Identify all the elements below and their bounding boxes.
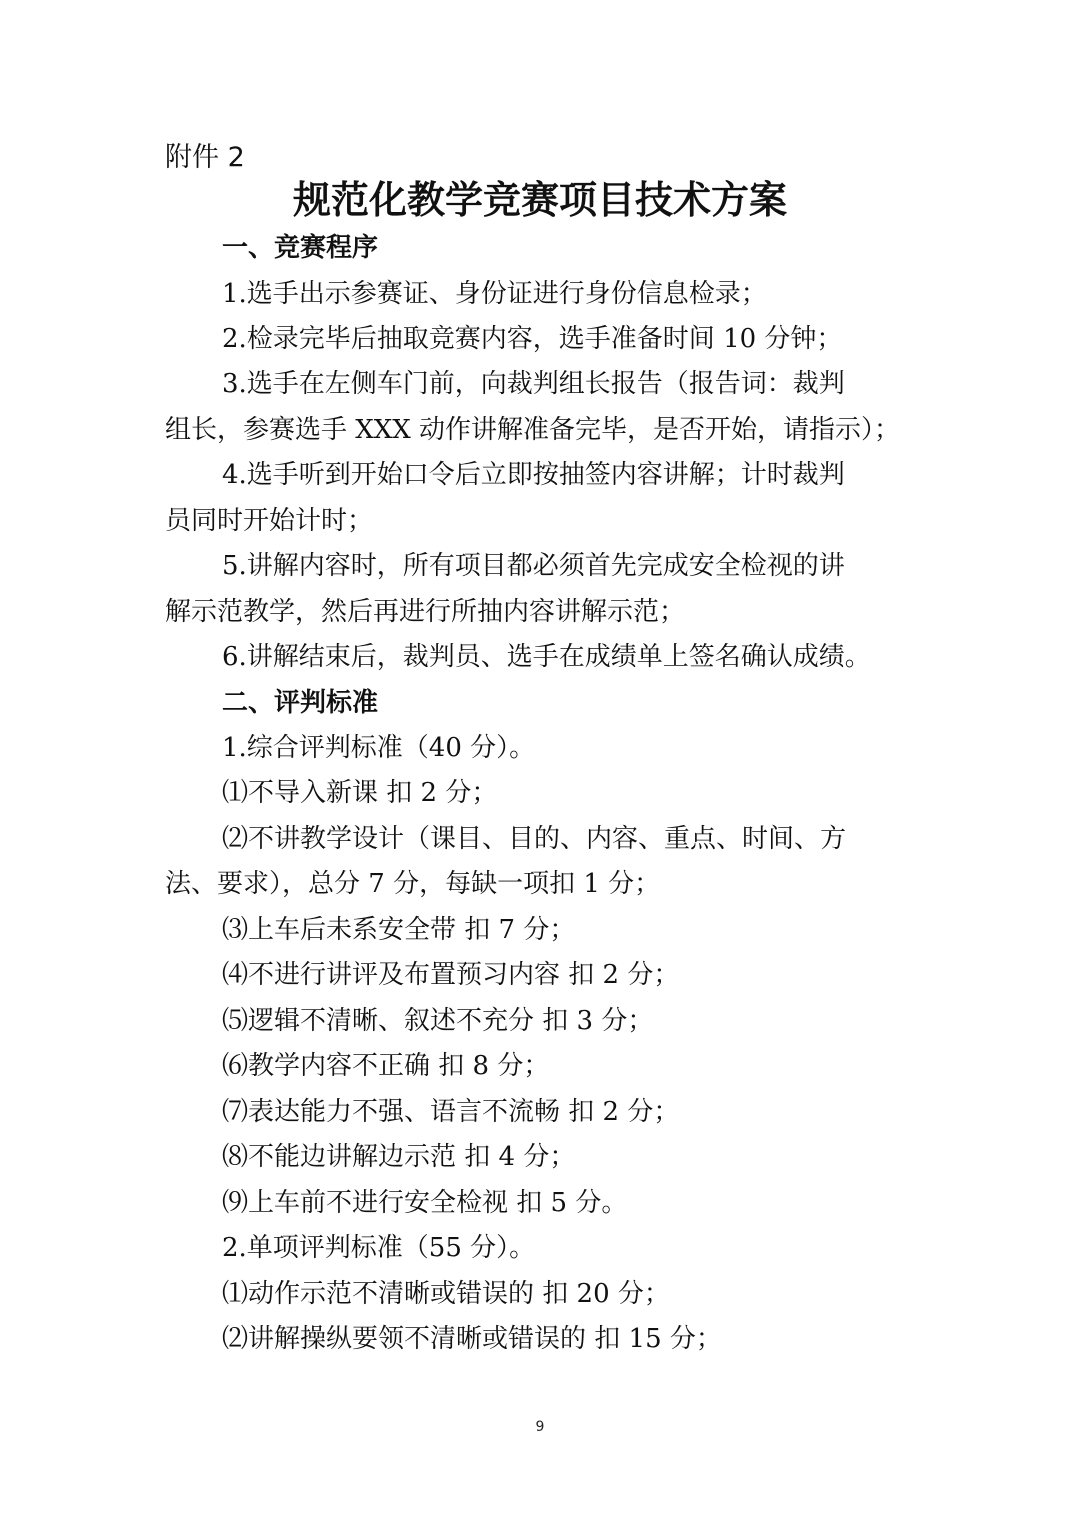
list-item: ⑴不导入新课 扣 2 分； — [222, 778, 498, 808]
paragraph-line: 2.单项评判标准（55 分）。 — [222, 1233, 536, 1263]
annex-label: 附件 2 — [165, 142, 245, 173]
page-number: 9 — [535, 1419, 545, 1435]
paragraph-line: 1.选手出示参赛证、身份证进行身份信息检录； — [222, 279, 767, 309]
paragraph-line: 6.讲解结束后，裁判员、选手在成绩单上签名确认成绩。 — [222, 642, 871, 672]
list-item: ⑴动作示范不清晰或错误的 扣 20 分； — [222, 1279, 670, 1309]
paragraph-line: 1.综合评判标准（40 分）。 — [222, 733, 536, 763]
document-title: 规范化教学竞赛项目技术方案 — [292, 177, 787, 222]
list-item: ⑸逻辑不清晰、叙述不充分 扣 3 分； — [222, 1006, 654, 1036]
section-heading-criteria: 二、评判标准 — [222, 688, 379, 718]
list-item: ⑵不讲教学设计（课目、目的、内容、重点、时间、方 — [222, 824, 847, 854]
list-item: ⑷不进行讲评及布置预习内容 扣 2 分； — [222, 960, 680, 990]
list-item: ⑹教学内容不正确 扣 8 分； — [222, 1051, 550, 1081]
paragraph-line: 3.选手在左侧车门前，向裁判组长报告（报告词：裁判 — [222, 369, 845, 399]
list-item: ⑶上车后未系安全带 扣 7 分； — [222, 915, 576, 945]
list-item: ⑵讲解操纵要领不清晰或错误的 扣 15 分； — [222, 1324, 722, 1354]
list-item: 法、要求），总分 7 分，每缺一项扣 1 分； — [165, 869, 661, 899]
paragraph-line: 解示范教学，然后再进行所抽内容讲解示范； — [165, 597, 686, 627]
paragraph-line: 5.讲解内容时，所有项目都必须首先完成安全检视的讲 — [222, 551, 845, 581]
paragraph-line: 组长，参赛选手 XXX 动作讲解准备完毕，是否开始，请指示）； — [165, 415, 901, 445]
paragraph-line: 员同时开始计时； — [165, 506, 374, 536]
list-item: ⑺表达能力不强、语言不流畅 扣 2 分； — [222, 1097, 680, 1127]
list-item: ⑼上车前不进行安全检视 扣 5 分。 — [222, 1188, 628, 1218]
list-item: ⑻不能边讲解边示范 扣 4 分； — [222, 1142, 576, 1172]
paragraph-line: 2.检录完毕后抽取竞赛内容，选手准备时间 10 分钟； — [222, 324, 843, 354]
paragraph-line: 4.选手听到开始口令后立即按抽签内容讲解；计时裁判 — [222, 460, 845, 490]
section-heading-procedure: 一、竞赛程序 — [222, 233, 379, 263]
